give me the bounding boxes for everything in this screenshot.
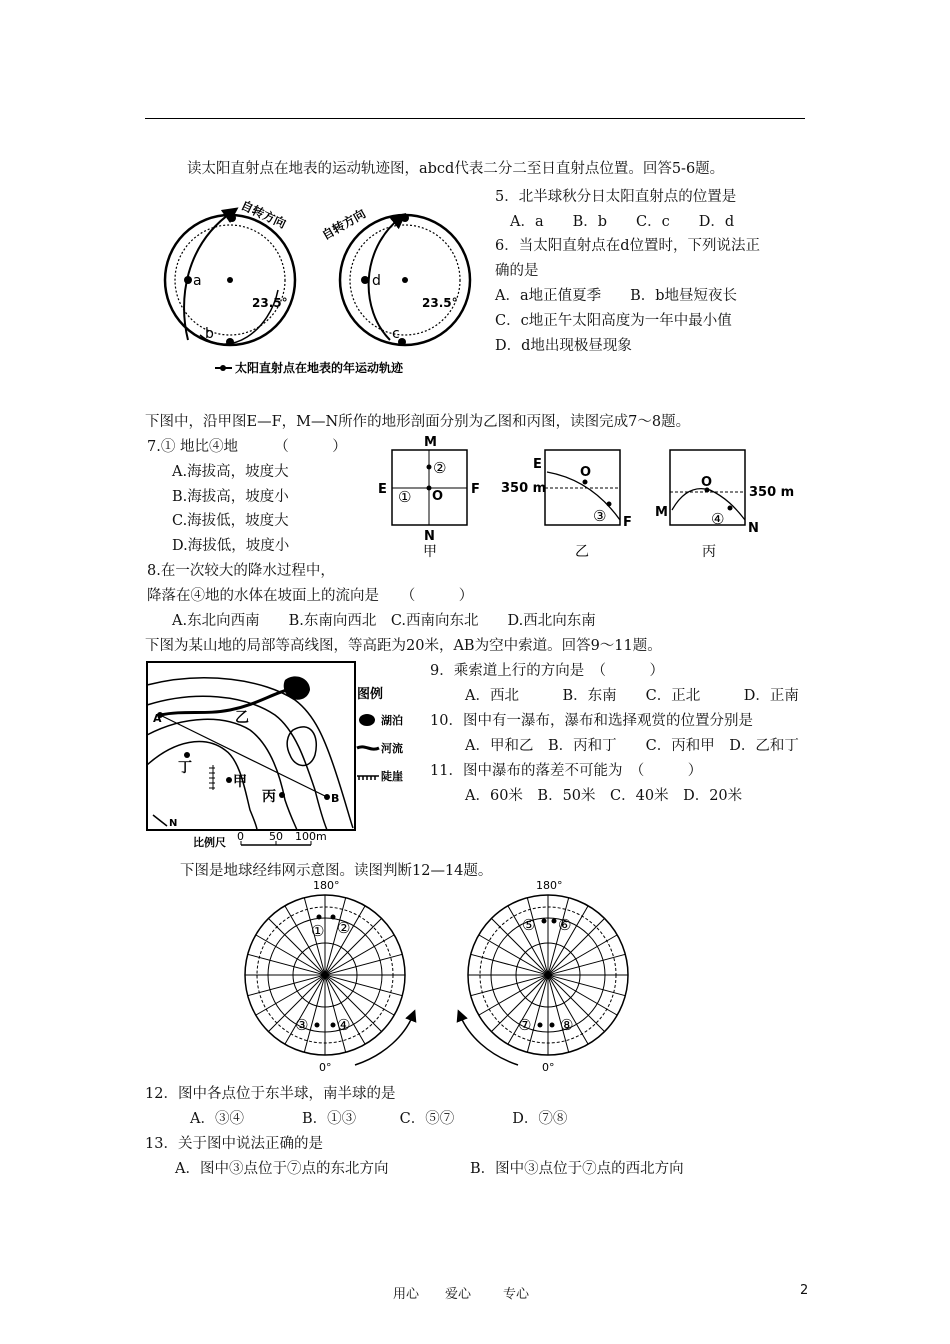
left-180-label: 180°: [313, 879, 340, 892]
fig-jia-O: O: [432, 489, 444, 504]
map-label-B: B: [331, 792, 340, 805]
q7-option-c: C.海拔低，坡度大: [172, 513, 289, 529]
fig-jia-E: E: [378, 482, 387, 497]
page-number: 2: [800, 1283, 809, 1298]
q6-stem-2: 确的是: [495, 263, 539, 279]
q6-option-ab: A．a地正值夏季 B．b地昼短夜长: [495, 288, 738, 304]
fig-yi-350: 350 m: [501, 481, 547, 496]
fig-bing-title: 丙: [702, 544, 716, 560]
legend-title: 图例: [357, 687, 384, 702]
map-label-A: A: [153, 712, 162, 725]
footer-text-1: 用心: [393, 1287, 420, 1302]
q7-stem: 7.① 地比④地 （ ）: [147, 439, 347, 455]
fig-rotation-left: 自转方向: [238, 198, 289, 232]
q12-stem: 12．图中各点位于东半球，南半球的是: [145, 1086, 396, 1102]
point-5: ⑤: [522, 916, 536, 934]
map-label-yi: 乙: [235, 710, 249, 726]
map-north-label: N: [169, 818, 178, 829]
fig-label-a: a: [193, 273, 202, 289]
scale-0: 0: [237, 830, 244, 843]
fig-jia-N: N: [424, 529, 435, 544]
fig-yi-O: O: [580, 465, 592, 480]
q6-option-d: D．d地出现极昼现象: [495, 338, 632, 354]
fig-bing-O: O: [701, 475, 713, 490]
footer-text-2: 爱心: [445, 1287, 472, 1302]
sun-track-figure: [160, 190, 480, 380]
fig-yi-point3: ③: [593, 507, 607, 525]
fig-bing-M: M: [655, 505, 668, 520]
fig-yi-F: F: [623, 515, 632, 530]
q8-options: A.东北向西南 B.东南向西北 C.西南向东北 D.西北向东南: [172, 613, 596, 629]
q12-14-intro: 下图是地球经纬网示意图。读图判断12—14题。: [180, 863, 493, 879]
left-0-label: 0°: [319, 1061, 332, 1074]
q11-options: A．60米 B．50米 C．40米 D．20米: [465, 788, 743, 804]
fig-yi-title: 乙: [575, 544, 589, 560]
graticule-left: [245, 879, 413, 1074]
q7-option-b: B.海拔高，坡度小: [172, 489, 289, 505]
scale-100: 100m: [295, 830, 327, 843]
scale-label: 比例尺: [193, 836, 226, 849]
map-label-jia: 甲: [233, 774, 247, 790]
q5-stem: 5．北半球秋分日太阳直射点的位置是: [495, 189, 737, 205]
header-rule: [145, 118, 805, 119]
fig-jia-point2: ②: [433, 459, 447, 477]
fig-lat-left: 23.5°: [252, 296, 288, 310]
point-7: ⑦: [518, 1016, 532, 1034]
q13-option-a: A．图中③点位于⑦点的东北方向: [175, 1161, 389, 1177]
point-3: ③: [295, 1016, 309, 1034]
legend-river: 河流: [381, 742, 403, 755]
q5-options: A．a B．b C．c D．d: [510, 214, 735, 230]
q13-stem: 13．关于图中说法正确的是: [145, 1136, 323, 1152]
profile-figure: [375, 432, 800, 562]
q6-stem-1: 6．当太阳直射点在d位置时，下列说法正: [495, 238, 761, 254]
right-180-label: 180°: [536, 879, 563, 892]
fig-bing-N: N: [748, 521, 759, 536]
point-4: ④: [337, 1016, 351, 1034]
fig-yi-E: E: [533, 457, 542, 472]
fig-jia-point1: ①: [398, 488, 412, 506]
q6-option-c: C．c地正午太阳高度为一年中最小值: [495, 313, 732, 329]
legend-lake: 湖泊: [381, 714, 403, 727]
q7-8-intro: 下图中，沿甲图E—F，M—N所作的地形剖面分别为乙图和丙图，读图完成7～8题。: [145, 414, 691, 430]
q10-stem: 10．图中有一瀑布，瀑布和选择观赏的位置分别是: [430, 713, 753, 729]
fig-jia-F: F: [471, 482, 480, 497]
point-6: ⑥: [558, 916, 572, 934]
fig-bing-point4: ④: [711, 510, 725, 528]
fig-lat-right: 23.5°: [422, 296, 458, 310]
map-label-ding: 丁: [178, 760, 192, 776]
point-1: ①: [311, 922, 325, 940]
q5-6-intro: 读太阳直射点在地表的运动轨迹图，abcd代表二分二至日直射点位置。回答5-6题。: [187, 161, 725, 177]
graticule-right: [460, 879, 628, 1074]
q8-stem-2: 降落在④地的水体在坡面上的流向是 （ ）: [147, 588, 474, 604]
contour-map: [145, 660, 425, 850]
q9-stem: 9．乘索道上行的方向是 （ ）: [430, 663, 664, 679]
fig-label-d: d: [372, 273, 381, 289]
q13-option-b: B．图中③点位于⑦点的西北方向: [470, 1161, 684, 1177]
scale-50: 50: [269, 830, 283, 843]
fig-legend: 太阳直射点在地表的年运动轨迹: [235, 361, 404, 375]
point-8: ⑧: [560, 1016, 574, 1034]
q12-options: A．③④ B．①③ C．⑤⑦ D．⑦⑧: [190, 1111, 568, 1127]
q8-stem-1: 8.在一次较大的降水过程中，: [147, 563, 335, 579]
fig-rotation-right: 自转方向: [319, 206, 369, 243]
fig-label-c: c: [392, 326, 400, 342]
fig-jia-M: M: [424, 435, 437, 450]
q7-option-a: A.海拔高，坡度大: [172, 464, 289, 480]
q9-options: A．西北 B．东南 C．正北 D．正南: [465, 688, 799, 704]
q7-option-d: D.海拔低，坡度小: [172, 538, 290, 554]
point-2: ②: [337, 919, 351, 937]
legend-cliff: 陡崖: [381, 770, 403, 783]
q10-options: A．甲和乙 B．丙和丁 C．丙和甲 D．乙和丁: [465, 738, 799, 754]
q11-stem: 11．图中瀑布的落差不可能为 （ ）: [430, 763, 703, 779]
map-label-bing: 丙: [262, 789, 276, 805]
fig-bing-350: 350 m: [749, 485, 795, 500]
fig-jia-title: 甲: [423, 544, 437, 560]
fig-label-b: b: [205, 326, 214, 342]
graticule-figure: [240, 878, 620, 1073]
right-0-label: 0°: [542, 1061, 555, 1074]
footer-text-3: 专心: [503, 1287, 530, 1302]
q9-11-intro: 下图为某山地的局部等高线图，等高距为20米，AB为空中索道。回答9～11题。: [145, 638, 662, 654]
